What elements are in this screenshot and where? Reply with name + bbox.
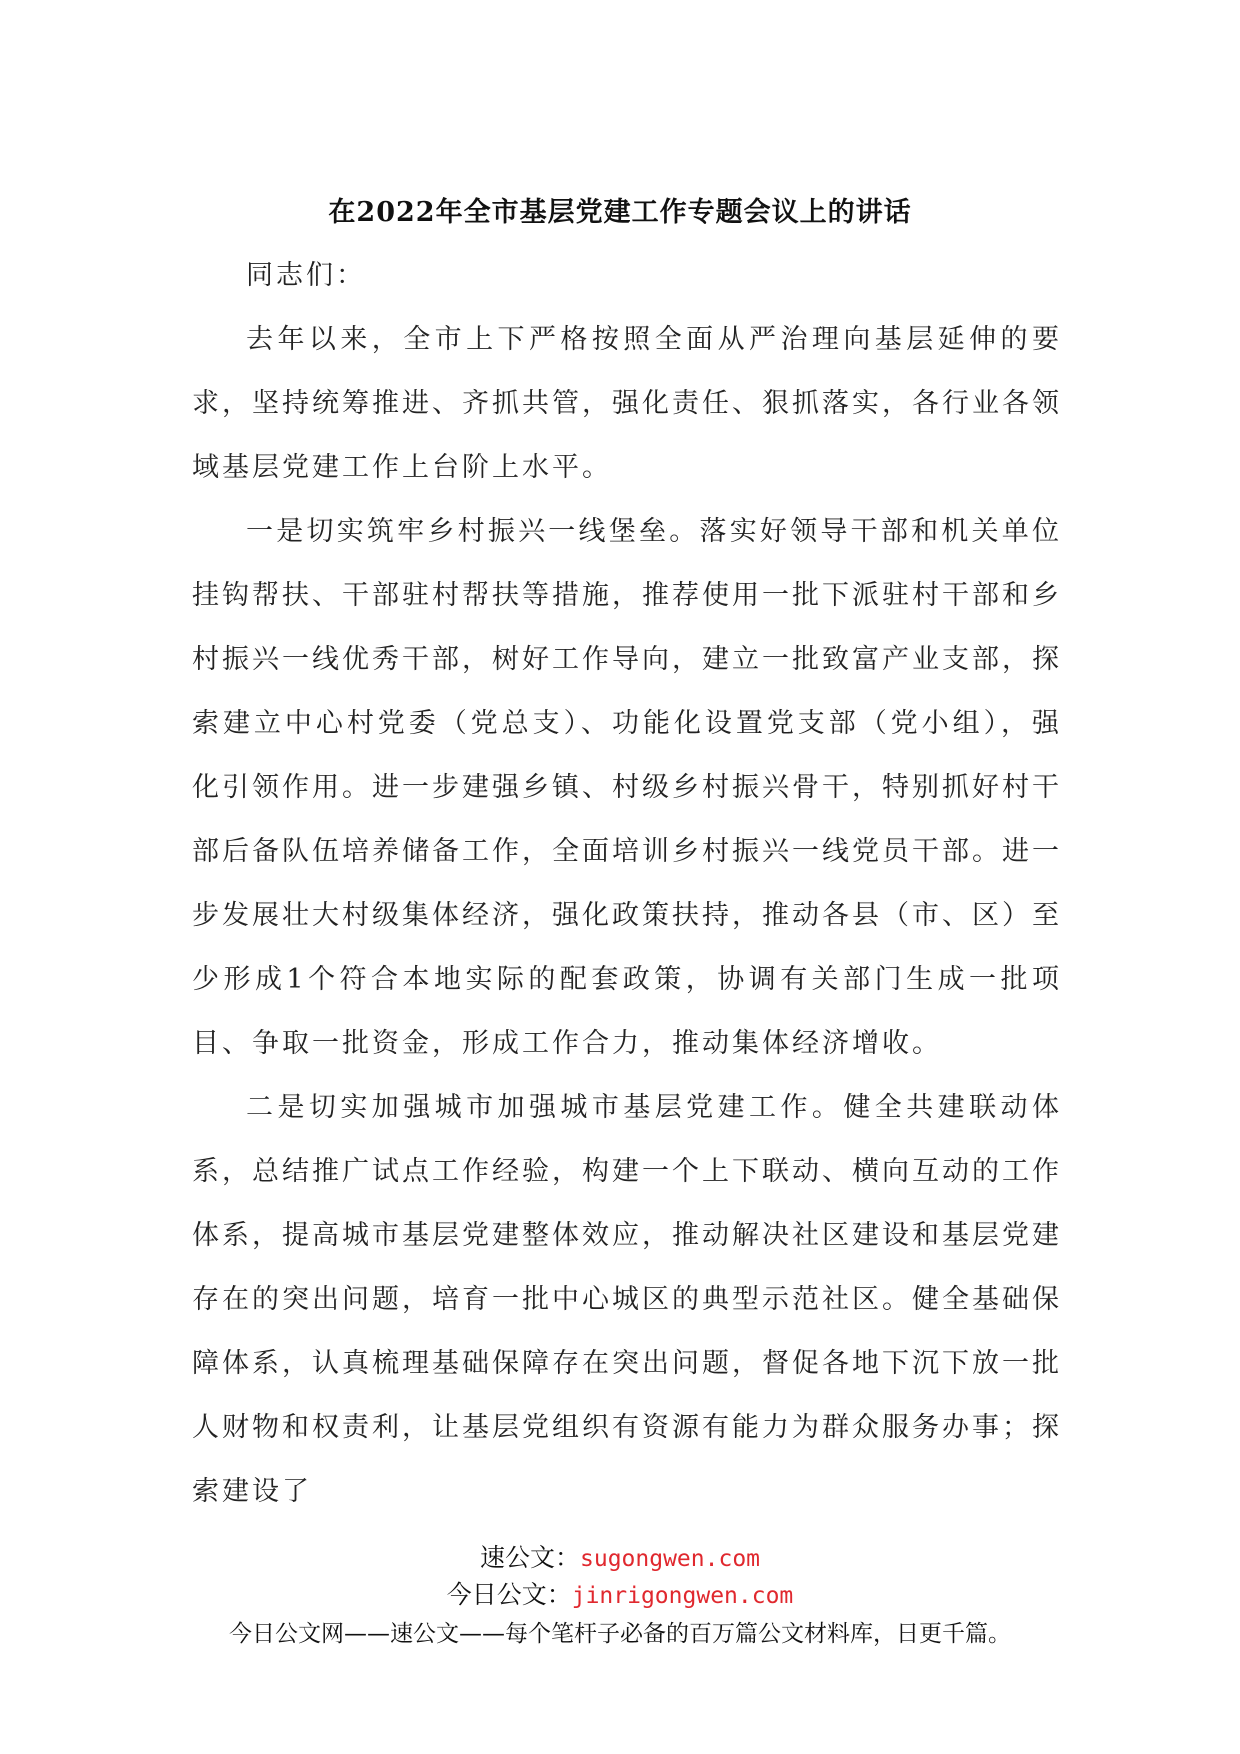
footer-line-jinrigongwen — [0, 1577, 1240, 1614]
salutation: 同志们： — [246, 260, 366, 291]
page-title: 在2022年全市基层党建工作专题会议上的讲话 — [328, 197, 912, 228]
document-body — [192, 244, 1062, 1524]
sugongwen-link[interactable]: sugongwen.com — [580, 1546, 761, 1572]
body-paragraph-2: 一是切实筑牢乡村振兴一线堡垒。落实好领导干部和机关单位挂钩帮扶、干部驻村帮扶等措施，推荐使用一批下派驻村干部和乡村振兴一线优秀干部，树好工作导向，建立一批致富产业支部，探索建立中心村党委（党总支）、功能化设置党支部（党小组），强化引领作用。进一步建强乡镇、村级乡村振兴骨干，特别抓好村干部后备队伍培养储备工作，全面培训乡村振兴一线党员干部。进一步发展壮大村级集体经济，强化政策扶持，推动各县（市、区）至少形成1个符合本地实际的配套政策，协调有关部门生成一批项目、争取一批资金，形成工作合力，推动集体经济增收。 — [192, 516, 1062, 1059]
footer-label-jinrigongwen: 今日公文： — [446, 1580, 572, 1609]
body-paragraph-1: 去年以来，全市上下严格按照全面从严治理向基层延伸的要求，坚持统筹推进、齐抓共管，强化责任、狠抓落实，各行业各领域基层党建工作上台阶上水平。 — [192, 324, 1062, 483]
body-paragraph-3: 二是切实加强城市加强城市基层党建工作。健全共建联动体系，总结推广试点工作经验，构建一个上下联动、横向互动的工作体系，提高城市基层党建整体效应，推动解决社区建设和基层党建存在的突出问题，培育一批中心城区的典型示范社区。健全基础保障体系，认真梳理基础保障存在突出问题，督促各地下沉下放一批人财物和权责利，让基层党组织有资源有能力为群众服务办事；探索建设了 — [192, 1092, 1062, 1507]
footer-label-sugongwen: 速公文： — [479, 1543, 580, 1572]
jinrigongwen-link[interactable]: jinrigongwen.com — [571, 1583, 794, 1609]
footer — [0, 1540, 1240, 1654]
footer-line-sugongwen — [0, 1540, 1240, 1577]
footer-slogan: 今日公文网——速公文——每个笔杆子必备的百万篇公文材料库，日更千篇。 — [229, 1621, 1011, 1647]
